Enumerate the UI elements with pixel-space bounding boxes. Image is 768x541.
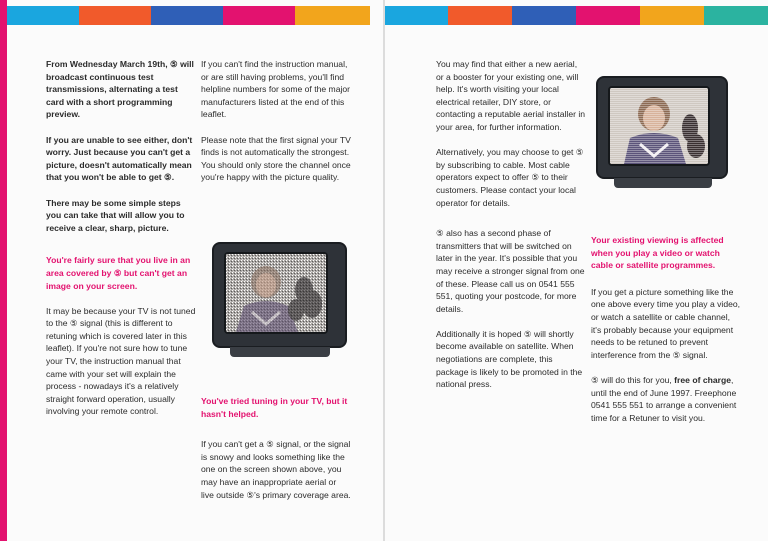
free-of-charge-text: free of charge bbox=[674, 374, 732, 385]
stripe-segment bbox=[7, 6, 79, 25]
tv-stand bbox=[230, 347, 330, 357]
right-page bbox=[384, 0, 768, 541]
offer-intro: ⑤ will do this for you, bbox=[591, 374, 675, 385]
stripe-segment bbox=[640, 6, 704, 25]
snowy-portrait-graphic bbox=[226, 254, 326, 332]
cable-paragraph: Alternatively, you may choose to get ⑤ by subscribing to cable. Most cable operators expect to offer ⑤ to their customers. Please contact your local operator for details. bbox=[436, 147, 584, 208]
intro-paragraph: From Wednesday March 19th, ⑤ will broadcast continuous test transmissions, alternating a test card with a short programming preview. bbox=[46, 59, 194, 120]
stripe-segment bbox=[448, 6, 512, 25]
tv-screen bbox=[224, 252, 328, 334]
stripe-segment bbox=[79, 6, 151, 25]
stripe-segment bbox=[151, 6, 223, 25]
colour-stripe-right bbox=[384, 6, 768, 25]
tv-interference-picture-icon bbox=[596, 76, 728, 188]
centre-fold bbox=[383, 0, 385, 541]
free-retune-offer bbox=[591, 374, 741, 424]
instruction-manual-paragraph: If you can't find the instruction manual, or are still having problems, you'll find helpline numbers for some of the major manufacturers listed at the end of this leaflet. bbox=[201, 59, 351, 120]
stripe-segment bbox=[295, 6, 370, 25]
left-column-2 bbox=[201, 58, 351, 197]
simple-steps-paragraph: There may be some simple steps you can take that will allow you to receive a clear, sharp, picture. bbox=[46, 197, 185, 233]
stripe-segment bbox=[223, 6, 295, 25]
interference-portrait-graphic bbox=[610, 88, 708, 164]
right-column-2 bbox=[591, 234, 741, 437]
section-heading: You're fairly sure that you live in an area covered by ⑤ but can't get an image on your screen. bbox=[46, 255, 191, 291]
tuning-paragraph: It may be because your TV is not tuned to the ⑤ signal (this is different to retuning which is covered later in this leaflet). If you're not sure how to tune your TV, the instruction manual that came with your set will explain the process - nowadays it's a relatively straight forward operation, usually involving your remote control. bbox=[46, 305, 196, 417]
colour-stripe-left bbox=[7, 6, 370, 25]
existing-viewing-heading: Your existing viewing is affected when you play a video or watch cable or satellite programmes. bbox=[591, 235, 724, 271]
snowy-signal-paragraph: If you can't get a ⑤ signal, or the signal is snowy and looks something like the one on the screen shown above, you may have an inappropriate aerial or live outside ⑤'s primary coverage area. bbox=[201, 439, 351, 500]
tv-snowy-picture-icon bbox=[212, 242, 347, 357]
left-column-1 bbox=[46, 58, 196, 431]
page-edge-accent bbox=[0, 0, 7, 541]
stripe-segment bbox=[512, 6, 576, 25]
tv-screen bbox=[608, 86, 710, 166]
tried-tuning-heading: You've tried tuning in your TV, but it hasn't helped. bbox=[201, 396, 348, 419]
first-signal-paragraph: Please note that the first signal your TV finds is not automatically the strongest. You should only store the channel once you're happy with the picture quality. bbox=[201, 134, 351, 183]
tv-stand bbox=[614, 178, 712, 188]
stripe-segment bbox=[576, 6, 640, 25]
second-phase-paragraph: ⑤ also has a second phase of transmitters that will be switched on later in the year. It's possible that you may receive a stronger signal from one of these. Please call us on 0541 555 551, quoting your postcode, for more details. bbox=[436, 228, 585, 314]
stripe-segment bbox=[384, 6, 448, 25]
reassure-paragraph: If you are unable to see either, don't worry. Just because you can't get a picture, doesn't automatically mean that you won't be able to get ⑤. bbox=[46, 134, 193, 183]
right-column-1 bbox=[436, 58, 586, 403]
aerial-booster-paragraph: You may find that either a new aerial, or a booster for your existing one, will help. It's worth visiting your local electrical retailer, DIY store, or contacting a reputable aerial installer in your area, for further information. bbox=[436, 59, 586, 132]
satellite-paragraph: Additionally it is hoped ⑤ will shortly become available on satellite. When negotiations are complete, this package is likely to be promoted in the national press. bbox=[436, 328, 583, 390]
offer-details: , until the end of June 1997. Freephone 0541 555 551 to arrange a convenient time for a Retuner to visit you. bbox=[591, 374, 737, 423]
retune-paragraph: If you get a picture something like the one above every time you play a video, or watch a satellite or cable channel, it's probably because your equipment needs to be retuned to prevent interference from the ⑤ signal. bbox=[591, 286, 741, 360]
left-column-2-lower bbox=[201, 395, 351, 514]
stripe-segment bbox=[704, 6, 768, 25]
